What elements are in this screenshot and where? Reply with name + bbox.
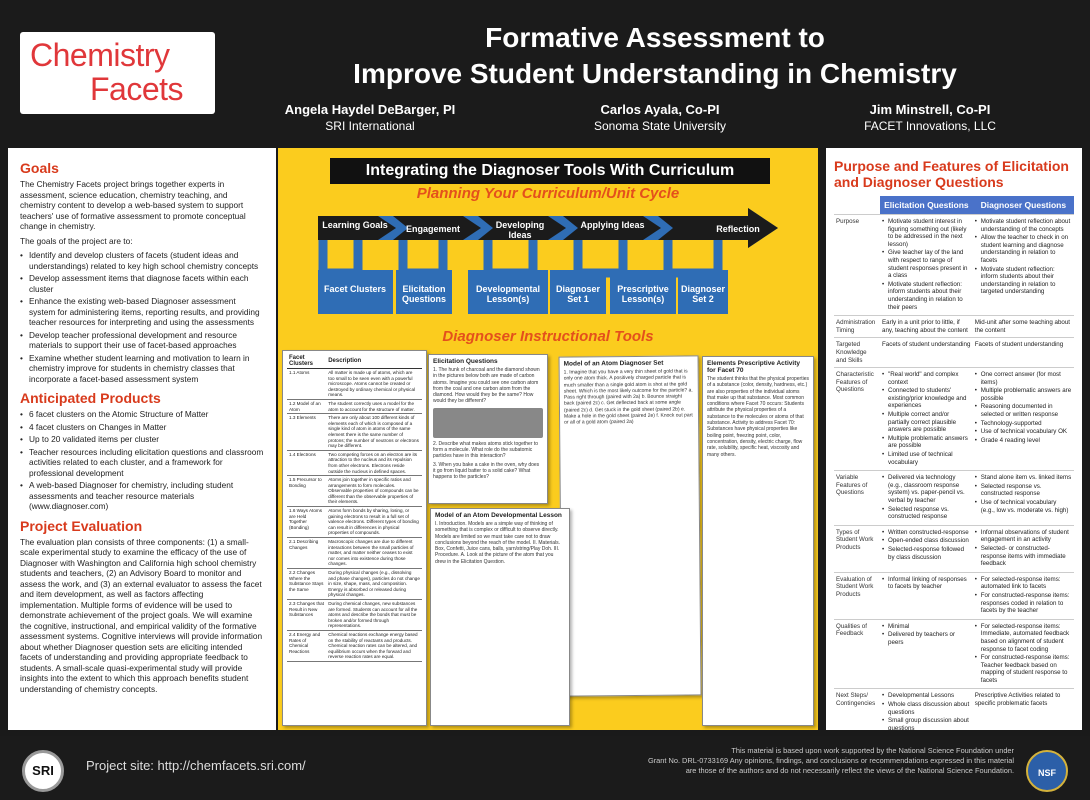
facet-text: The student correctly uses a model for the atom to account for the structure of matter. bbox=[326, 399, 422, 413]
table-cell bbox=[973, 215, 1074, 316]
table-cell bbox=[880, 619, 973, 689]
table-row bbox=[287, 507, 422, 538]
facet-id: 1.6 Ways Atoms are Held Together (Bonding) bbox=[287, 507, 326, 538]
facet-id: 2.1 Describing Changes bbox=[287, 538, 326, 569]
list-item: • Small group discussion about questions bbox=[882, 717, 971, 730]
cycle-step-learning-goals: Learning Goals bbox=[322, 220, 388, 230]
row-label: Evaluation of Student Work Products bbox=[834, 572, 880, 619]
row-label: Next Steps/ Contingencies bbox=[834, 689, 880, 730]
row-label: Targeted Knowledge and Skills bbox=[834, 338, 880, 368]
table-row bbox=[834, 215, 1074, 316]
facet-id: 1.5 Precursor to Bonding bbox=[287, 476, 326, 507]
list-item: • Connected to students' existing/prior knowledge and experiences bbox=[882, 387, 971, 410]
goals-lead: The goals of the project are to: bbox=[20, 235, 133, 246]
table-cell bbox=[880, 471, 973, 526]
row-label: Purpose bbox=[834, 215, 880, 316]
table-row bbox=[287, 476, 422, 507]
list-item: • Use of technical vocabulary OK bbox=[975, 428, 1072, 436]
list-item: • Reasoning documented in selected or written response bbox=[975, 403, 1072, 418]
facet-text: Macroscopic changes are due to different interactions between the small particles of matter, and matter neither ceases to exist nor comes into existence during those changes. bbox=[326, 538, 422, 569]
list-item: • For constructed-response items: responses coded in relation to facets by the teacher bbox=[975, 592, 1072, 615]
table-row bbox=[834, 338, 1074, 368]
table-cell bbox=[973, 368, 1074, 471]
facet-text: Two competing forces on an electron are its attraction to the nucleus and its repulsion from other electrons. Electrons reside outside the nucleus in defined spaces. bbox=[326, 450, 422, 475]
author-1 bbox=[270, 102, 470, 134]
facet-text: There are only about 100 different kinds of elements each of which is composed of a single kind of atom in atoms of the same element there is the same number of protons; the number of neutrons or electrons may be different. bbox=[326, 414, 422, 451]
purpose-heading: Purpose and Features of Elicitation and Diagnoser Questions bbox=[834, 158, 1069, 190]
list-item: • Motivate student reflection: inform students about their understanding in relation to their peers bbox=[882, 281, 971, 311]
table-row bbox=[834, 368, 1074, 471]
table-cell bbox=[880, 689, 973, 730]
goals-list bbox=[20, 250, 264, 384]
row-label: Types of Student Work Products bbox=[834, 525, 880, 572]
list-item: • One correct answer (for most items) bbox=[975, 371, 1072, 386]
list-item: • Developmental Lessons bbox=[882, 692, 971, 700]
cycle-tool-developmental: Developmental Lesson(s) bbox=[475, 284, 541, 304]
facet-text: Chemical reactions exchange energy based on the stability of reactants and products. Chemical reaction rates can be altered, and equilibrium occurs when the forward and reverse reaction rates are equal. bbox=[326, 630, 422, 661]
cycle-lane bbox=[488, 240, 533, 273]
facet-id: 2.3 Changes that Result in New Substances bbox=[287, 599, 326, 630]
list-item: • Informal observations of student engagement in an activity bbox=[975, 529, 1072, 544]
products-heading: Anticipated Products bbox=[20, 390, 161, 406]
doc-body: I. Introduction. Models are a simple way of thinking of something that is complex or difficult to observe directly. Models are limited so we must take care not to draw conclusions beyond the reach of the model. II. Materials. Box, Confetti, Juice cans, balls, yarn/string/Play Doh. III. Procedure. A. Look at the picture of the atom that you drew in the Elicitation Question. bbox=[435, 521, 561, 565]
table-row bbox=[834, 316, 1074, 338]
charcoal-diamond-image bbox=[433, 408, 543, 438]
table-row bbox=[287, 538, 422, 569]
list-item: • Enhance the existing web-based Diagnoser assessment system for administering items, reporting results, and providing teacher resources for interpreting and using the assessments bbox=[20, 296, 264, 328]
list-item: • Develop assessment items that diagnose facets within each cluster bbox=[20, 273, 264, 294]
doc-question: 1. The hunk of charcoal and the diamond shown in the pictures below both are made of carbon atoms. Imagine you could see one carbon atom from the coal and one carbon atom from the diamond. How would they be the same? How would they be different? bbox=[433, 367, 540, 405]
row-label: Variable Features of Questions bbox=[834, 471, 880, 526]
table-cell bbox=[880, 572, 973, 619]
row-label: Characteristic Features of Questions bbox=[834, 368, 880, 471]
elicitation-document bbox=[428, 354, 548, 504]
table-cell bbox=[973, 525, 1074, 572]
list-item: • Whole class discussion about questions bbox=[882, 701, 971, 716]
list-item: • Selected-response followed by class discussion bbox=[882, 546, 971, 561]
table-header: Diagnoser Questions bbox=[973, 196, 1074, 215]
products-list bbox=[20, 409, 264, 512]
list-item: • Allow the teacher to check in on student learning and diagnose understanding in relation to facets bbox=[975, 234, 1072, 264]
cycle-tool-prescriptive: Prescriptive Lesson(s) bbox=[617, 284, 669, 304]
list-item: • Multiple correct and/or partially correct plausible answers are possible bbox=[882, 411, 971, 434]
doc-body: The student thinks that the physical properties of a substance (color, density, hardness, etc.) are also properties of the individual atoms that make up that substance. Most common conditions where Facet 70 occurs: Students attribute the physical properties of a substance to the molecules or atoms of that substance. Activity to address Facet 70: Substances have physical properties like boiling point, freezing point, color, concentration, density, electric charge, flow rate, solubility, specific heat, viscosity and many others. bbox=[707, 376, 810, 458]
cycle-lane bbox=[668, 240, 718, 273]
list-item: • Open-ended class discussion bbox=[882, 537, 971, 545]
right-column bbox=[826, 148, 1082, 730]
facet-text: Atoms join together in specific ratios and arrangements to form molecules. Observable properties of compounds can be different than the observable properties of their elements. bbox=[326, 476, 422, 507]
list-item: • "Real world" and complex context bbox=[882, 371, 971, 386]
table-row bbox=[287, 599, 422, 630]
list-item: • For selected-response items: Immediate, automated feedback based on alignment of student response to facet coding bbox=[975, 623, 1072, 653]
chemistry-facets-logo bbox=[20, 32, 215, 114]
list-item: • 6 facet clusters on the Atomic Structure of Matter bbox=[20, 409, 264, 420]
doc-body: 1. Imagine that you have a very thin sheet of gold that is only one atom thick. A positively charged particle that is much smaller than a single gold atom is shot at the gold sheet. Which is the most likely outcome for the particle? a. Pass right through (paired with 2a) b. Bounce straight back (paired 2c) c. Get deflected back at some angle (paired 2c) d. Get stuck in the gold sheet (paired 2b) e. Make a hole in the gold sheet (paired 2e) f. Knock out part or all of a gold atom (paired 2a) bbox=[563, 368, 693, 426]
list-item: • Technology-supported bbox=[975, 420, 1072, 428]
doc-question: 2. Describe what makes atoms stick together to form a molecule. What role do the subatomic particles have in this interaction? bbox=[433, 440, 539, 460]
cycle-tool-diagnoser-2: Diagnoser Set 2 bbox=[680, 284, 725, 304]
cycle-lane bbox=[578, 240, 623, 273]
evaluation-text: The evaluation plan consists of three components: (1) a small-scale experimental study to examine the efficacy of the use of Diagnoser with Washington and California high school chemistry students and teachers, (2) an Advisory Board to monitor and assess the work, and (3) an external evaluator to assess the facet and item development, as well as factors affecting implementation. Multiple forms of evidence will be used to demonstrate achievement of the project goals. We will examine the cognitive, instructional, and empirical validity of the formative assessment systems. Cognitive interviews will provide information about whether Diagnoser question sets are eliciting intended facets of understanding and providing appropriate feedback to students. A small-scale quasi-experimental study will provide insights into the extent to which this approach benefits student understanding of chemistry concepts. bbox=[20, 536, 263, 694]
disclaimer-line: Grant No. DRL-0733169 Any opinions, findings, and conclusions or recommendations expressed in this material bbox=[647, 756, 1014, 765]
tools-heading: Diagnoser Instructional Tools bbox=[442, 328, 654, 345]
row-label: Qualities of Feedback bbox=[834, 619, 880, 689]
goals-heading: Goals bbox=[20, 160, 59, 176]
facet-id: 2.4 Energy and Rates of Chemical Reactions bbox=[287, 630, 326, 661]
table-header: Elicitation Questions bbox=[880, 196, 973, 215]
disclaimer-line: are those of the authors and do not necessarily reflect the views of the National Science Foundation. bbox=[685, 766, 1014, 775]
title-line-2: Improve Student Understanding in Chemistry bbox=[353, 58, 957, 89]
facet-id: 1.2 Model of an Atom bbox=[287, 399, 326, 413]
cycle-tool-elicitation: Elicitation Questions bbox=[401, 284, 446, 304]
author-name: Angela Haydel DeBarger, PI bbox=[284, 102, 456, 117]
goals-intro: The Chemistry Facets project brings together experts in assessment, science education, chemistry teaching, and chemistry content to develop a web-based system to support teachers' use of formative assessment to promote conceptual change in chemistry. bbox=[20, 179, 246, 231]
table-header: Facet Clusters bbox=[287, 354, 326, 369]
table-header: Description bbox=[326, 354, 422, 369]
list-item: • Use of technical vocabulary (e.g., low vs. moderate vs. high) bbox=[975, 499, 1072, 514]
logo-line-1: Chemistry bbox=[30, 37, 170, 73]
doc-question: 3. When you bake a cake in the oven, why does it go from liquid batter to a solid cake? What happens to the particles? bbox=[433, 461, 540, 481]
facet-id: 1.3 Elements bbox=[287, 414, 326, 451]
middle-column bbox=[278, 148, 818, 730]
logo-line-2: Facets bbox=[90, 71, 184, 107]
cycle-lane bbox=[323, 240, 358, 273]
list-item: • Grade 4 reading level bbox=[975, 437, 1072, 445]
facet-cluster-document bbox=[282, 350, 427, 726]
table-row bbox=[834, 471, 1074, 526]
developmental-lesson-document bbox=[430, 508, 570, 726]
list-item: • Stand alone item vs. linked items bbox=[975, 474, 1072, 482]
author-name: Jim Minstrell, Co-PI bbox=[869, 102, 991, 117]
header bbox=[0, 0, 1090, 140]
list-item: • Informal linking of responses to facets by teacher bbox=[882, 576, 971, 591]
list-item: • Develop teacher professional development and resource materials to support their use of facet-based approaches bbox=[20, 330, 264, 351]
list-item: • Motivate student interest in figuring something out (likely to be addressed in the next lesson) bbox=[882, 218, 971, 248]
table-row bbox=[287, 354, 422, 369]
table-row bbox=[287, 399, 422, 413]
table-cell bbox=[880, 368, 973, 471]
table-row bbox=[834, 525, 1074, 572]
list-item: • Selected response vs. constructed response bbox=[882, 506, 971, 521]
footer bbox=[0, 736, 1090, 800]
title-line-1: Formative Assessment to bbox=[485, 22, 825, 53]
list-item: • For selected-response items: automated link to facets bbox=[975, 576, 1072, 591]
table-cell: Early in a unit prior to little, if any, teaching about the content bbox=[880, 316, 973, 338]
author-name: Carlos Ayala, Co-PI bbox=[600, 102, 720, 117]
list-item: • 4 facet clusters on Changes in Matter bbox=[20, 422, 264, 433]
prescriptive-activity-document bbox=[702, 356, 814, 726]
cycle-step-engagement: Engagement bbox=[405, 224, 460, 234]
list-item: • Up to 20 validated items per cluster bbox=[20, 434, 264, 445]
facet-text: During physical changes (e.g., dissolving and phase changes), particles do not change in size, shape, mass, and composition. Energy is absorbed or released during physical changes. bbox=[326, 569, 422, 600]
list-item: • Motivate student reflection about understanding of the concepts bbox=[975, 218, 1072, 233]
table-cell: Mid-unit after some teaching about the content bbox=[973, 316, 1074, 338]
author-3 bbox=[830, 102, 1030, 134]
table-cell bbox=[880, 525, 973, 572]
author-org: FACET Innovations, LLC bbox=[864, 119, 996, 133]
evaluation-heading: Project Evaluation bbox=[20, 517, 143, 534]
facet-table bbox=[287, 354, 422, 662]
project-site-link[interactable]: Project site: http://chemfacets.sri.com/ bbox=[86, 758, 306, 773]
poster-title bbox=[240, 20, 1070, 92]
table-cell bbox=[880, 215, 973, 316]
table-row bbox=[834, 619, 1074, 689]
list-item: • A web-based Diagnoser for chemistry, including student assessments and teacher resource materials (www.diagnoser.com) bbox=[20, 480, 264, 512]
list-item: • Motivate student reflection: inform students about their understanding in relation to targeted understanding bbox=[975, 266, 1072, 296]
list-item: • Written constructed-response bbox=[882, 529, 971, 537]
list-item: • For constructed-response items: Teacher feedback based on mapping of student response to facets bbox=[975, 654, 1072, 684]
cycle-step-applying-ideas: Applying Ideas bbox=[580, 220, 645, 230]
facet-text: Atoms form bonds by sharing, losing, or gaining electrons to result in a full set of valence electrons. Different types of bonding can result in differences in physical properties of compounds. bbox=[326, 507, 422, 538]
list-item: • Limited use of technical vocabulary bbox=[882, 451, 971, 466]
list-item: • Selected response vs. constructed response bbox=[975, 483, 1072, 498]
list-item: • Identify and develop clusters of facets (student ideas and understandings) related to key high school chemistry concepts bbox=[20, 250, 264, 271]
facet-id: 2.2 Changes Where the Substance Stays the Same bbox=[287, 569, 326, 600]
list-item: • Delivered via technology (e.g., classroom response system) vs. paper-pencil vs. verbal by teacher bbox=[882, 474, 971, 504]
left-column bbox=[8, 148, 276, 730]
facet-text: All matter is made up of atoms, which are too small to be seen even with a powerful microscope. Atoms cannot be created or destroyed by ordinary chemical or physical means. bbox=[326, 369, 422, 400]
table-row bbox=[287, 450, 422, 475]
list-item: • Multiple problematic answers are possible bbox=[882, 435, 971, 450]
sri-logo: SRI bbox=[22, 750, 64, 792]
table-row bbox=[834, 689, 1074, 730]
diagnoser-set-document bbox=[559, 355, 702, 696]
list-item: • Selected- or constructed-response items with immediate feedback bbox=[975, 545, 1072, 568]
doc-title: Model of an Atom Diagnoser Set bbox=[563, 359, 664, 368]
author-org: SRI International bbox=[325, 119, 415, 133]
table-row bbox=[834, 572, 1074, 619]
cycle-step-developing-ideas: Developing Ideas bbox=[495, 220, 545, 240]
facet-text: During chemical changes, new substances are formed. Students can account for all the atoms and describe the bonds that must be broken and/or formed through representations. bbox=[326, 599, 422, 630]
cycle-tool-diagnoser-1: Diagnoser Set 1 bbox=[555, 284, 600, 304]
row-label: Administration Timing bbox=[834, 316, 880, 338]
doc-title: Model of an Atom Developmental Lesson bbox=[435, 512, 562, 519]
table-row bbox=[287, 369, 422, 400]
cycle-lane bbox=[403, 240, 443, 273]
doc-title: Elements Prescriptive Activity for Facet 70 bbox=[707, 360, 800, 374]
table-cell bbox=[973, 471, 1074, 526]
table-row bbox=[287, 630, 422, 661]
list-item: • Teacher resources including elicitation questions and classroom activities related to each cluster, and a framework for professional development bbox=[20, 447, 264, 479]
table-row bbox=[287, 414, 422, 451]
middle-title: Integrating the Diagnoser Tools With Curriculum bbox=[330, 158, 770, 184]
table-row bbox=[287, 569, 422, 600]
list-item: • Give teacher lay of the land with respect to range of student responses present in a class bbox=[882, 249, 971, 279]
table-header-blank bbox=[834, 196, 880, 215]
list-item: • Examine whether student learning and motivation to learn in chemistry improve for students in chemistry classes that incorporate a facet-based assessment system bbox=[20, 353, 264, 385]
nsf-logo: NSF bbox=[1026, 750, 1068, 792]
author-2 bbox=[560, 102, 760, 134]
author-org: Sonoma State University bbox=[593, 119, 727, 133]
disclaimer-line: This material is based upon work supported by the National Science Foundation under bbox=[731, 746, 1014, 755]
list-item: • Minimal bbox=[882, 623, 971, 631]
table-cell: Prescriptive Activities related to specific problematic facets bbox=[973, 689, 1074, 730]
cycle-tool-facet-clusters: Facet Clusters bbox=[323, 284, 387, 294]
list-item: • Multiple problematic answers are possible bbox=[975, 387, 1072, 402]
cycle-step-reflection: Reflection bbox=[716, 224, 760, 234]
table-cell: Facets of student understanding bbox=[880, 338, 973, 368]
facet-id: 1.1 Atoms bbox=[287, 369, 326, 400]
table-cell bbox=[973, 619, 1074, 689]
cycle-heading: Planning Your Curriculum/Unit Cycle bbox=[416, 185, 680, 202]
questions-table bbox=[834, 196, 1074, 730]
table-cell: Facets of student understanding bbox=[973, 338, 1074, 368]
nsf-disclaimer bbox=[574, 746, 1014, 776]
table-row bbox=[834, 196, 1074, 215]
doc-title: Elicitation Questions bbox=[433, 358, 498, 365]
table-cell bbox=[973, 572, 1074, 619]
facet-id: 1.4 Electrons bbox=[287, 450, 326, 475]
list-item: • Delivered by teachers or peers bbox=[882, 631, 971, 646]
